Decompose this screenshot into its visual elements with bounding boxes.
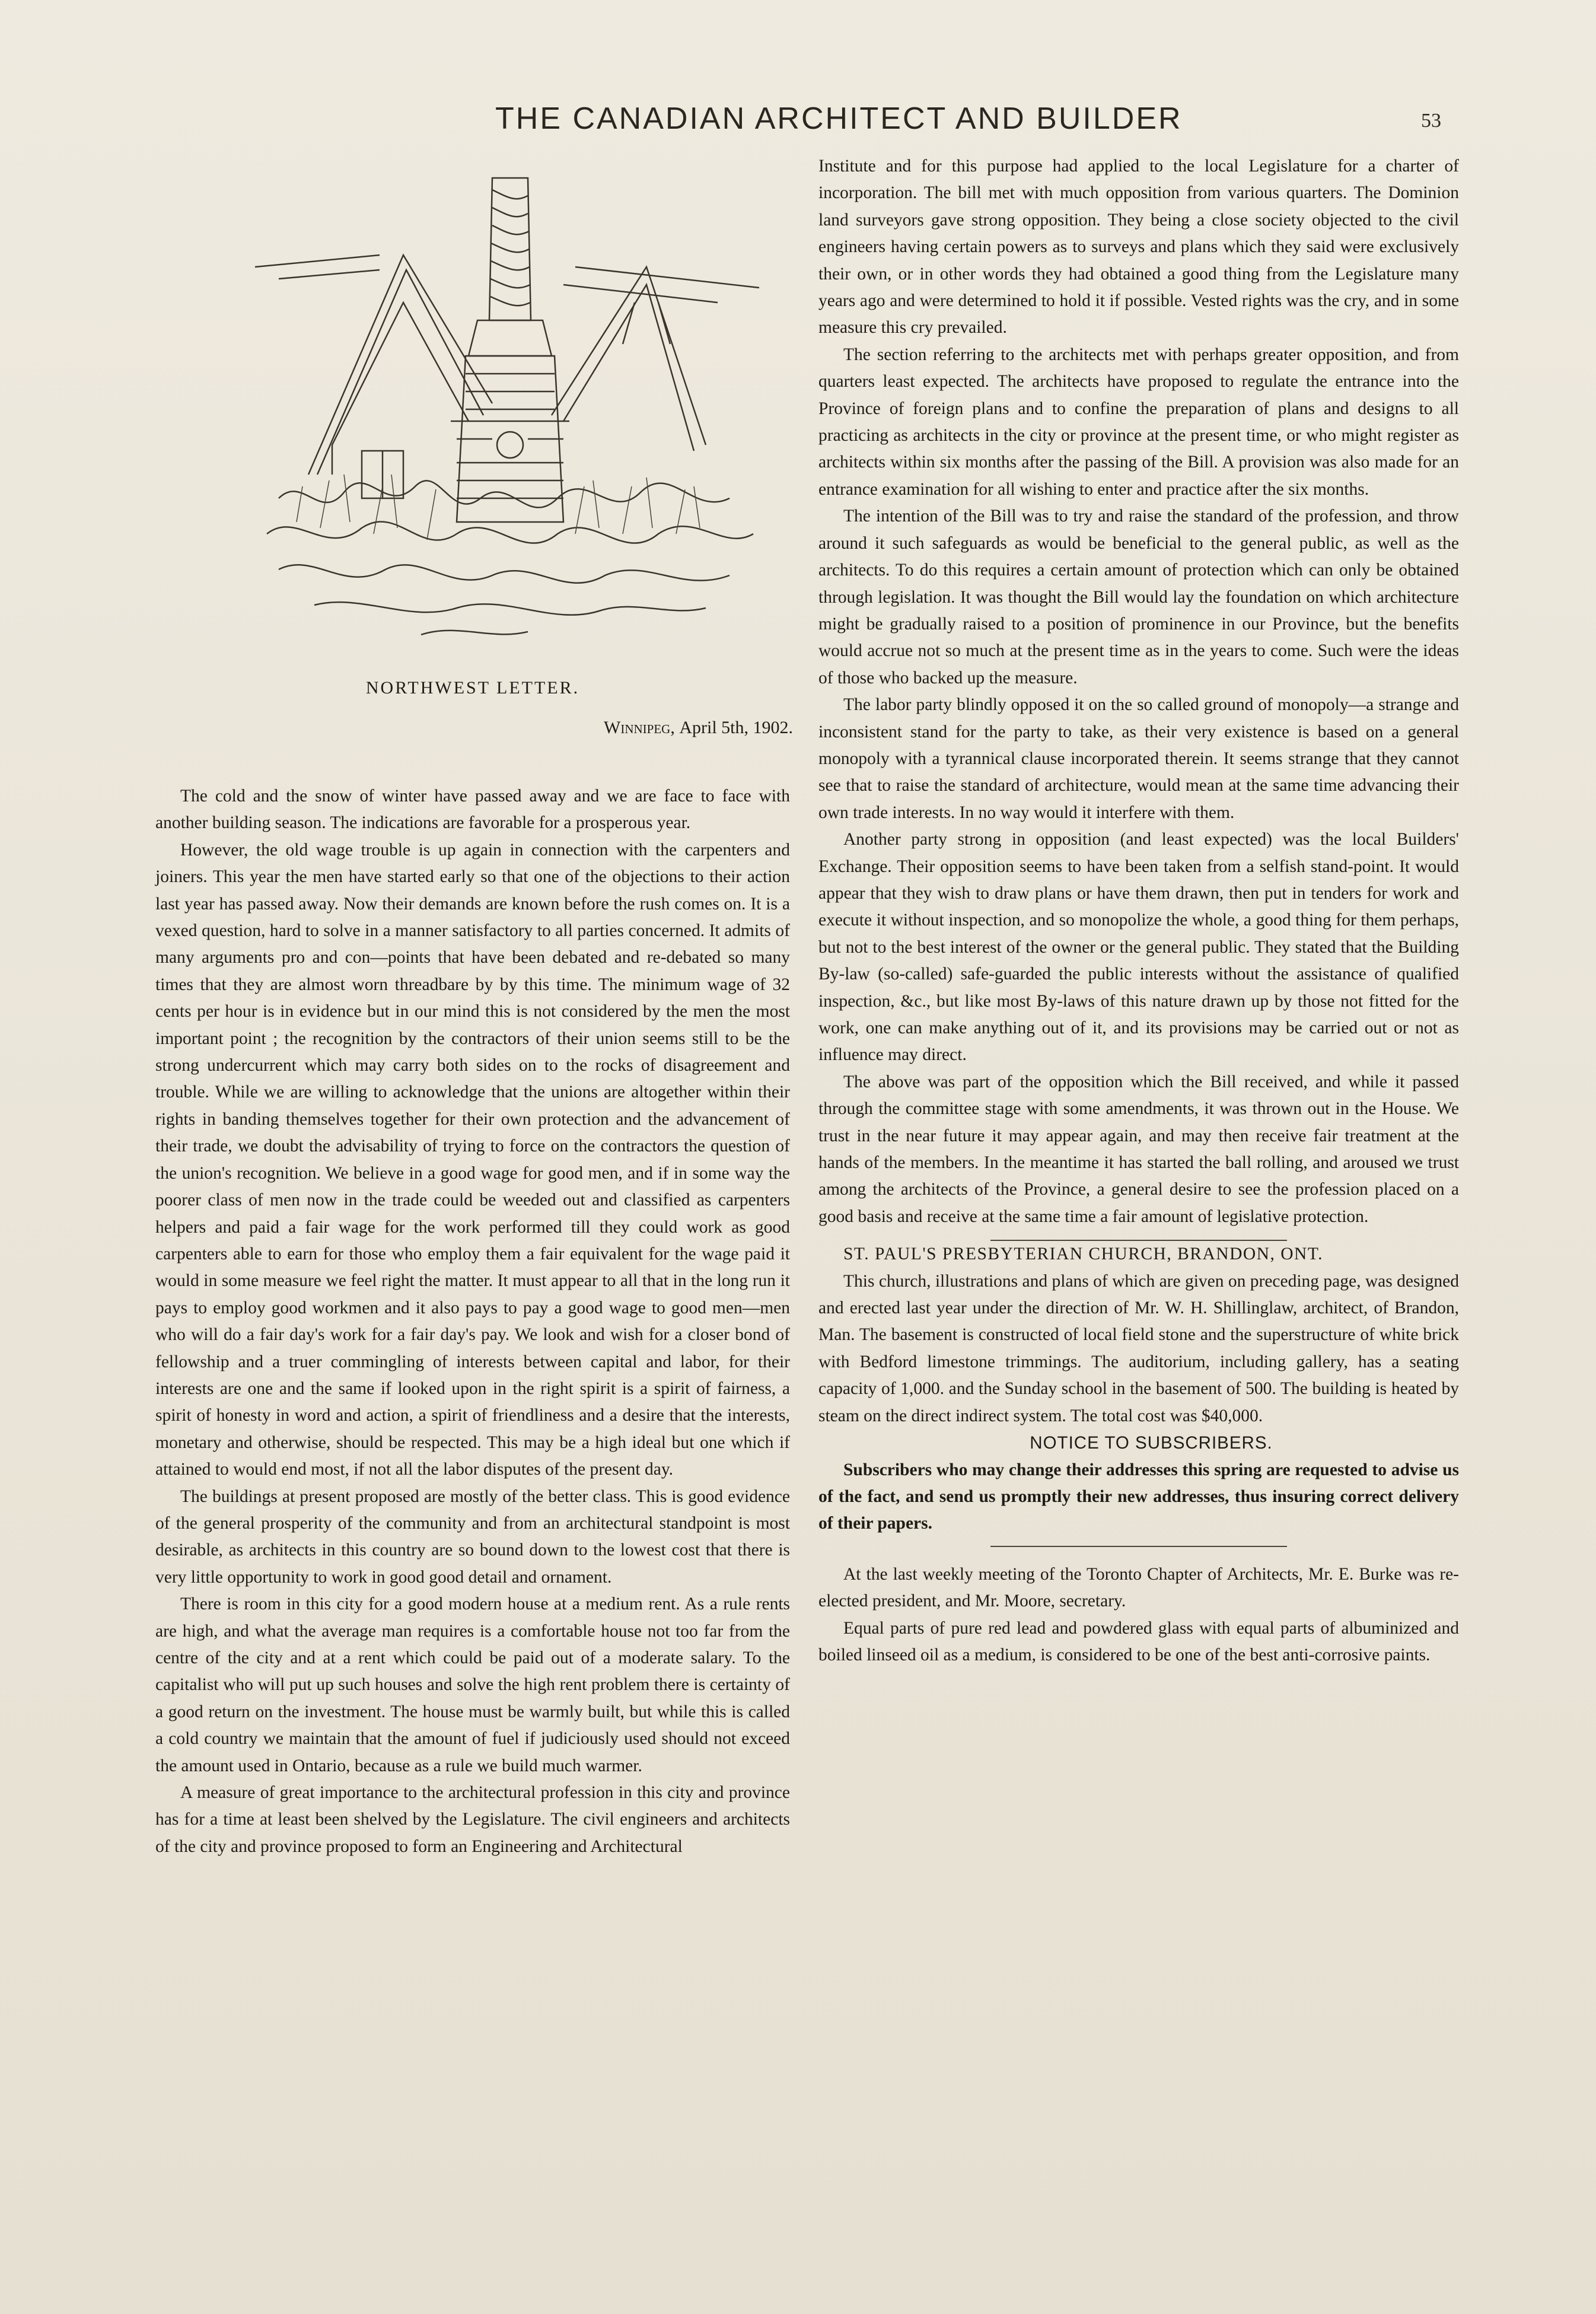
northwest-continued-paragraph: The section referring to the architects met with perhaps greater opposition, and from quarters least expected. The architects have proposed to regulate the entrance into the Province of foreign plans and to confine the preparation of plans and designs to all practicing as architects in the city or province at the present time, or who might register as architects within six months after the passing of the Bill. A provision was also made for an entrance examination for all wishing to enter and practice after the six months. (818, 345, 1459, 499)
northwest-dateline (155, 718, 793, 738)
church-heading: ST. PAUL'S PRESBYTERIAN CHURCH, BRANDON, ONT. (843, 1244, 1324, 1264)
notice-body: Subscribers who may change their addresses this spring are requested to advise us of the fact, and send us promptly their new addresses, thus insuring correct delivery of their papers. (818, 1460, 1459, 1533)
house-chimney-illustration (243, 166, 783, 658)
left-column (155, 783, 790, 1860)
right-column (818, 153, 1459, 1669)
dateline-city: Winnipeg, (604, 718, 680, 737)
northwest-paragraph: However, the old wage trouble is up again in connection with the carpenters and joiners. This year the men have started early so that one of the objections to their action last year has passed away. Now their demands are known before the rush comes on. It is a vexed question, hard to solve in a manner satisfactory to all parties concerned. It admits of many arguments pro and con—points that have been debated and re-debated so many times that they are almost worn threadbare by by this time. The minimum wage of 32 cents per hour is in evidence but in our mind this is not considered by the men the most important point ; the recognition by the contractors of their union seems still to be the strong undercurrent which may carry both sides on to the rocks of disagreement and trouble. While we are willing to acknowledge that the unions are altogether within their rights in banding themselves together for their own protection and the advancement of their trade, we doubt the advisability of trying to force on the contractors the question of the union's recognition. We believe in a good wage for good men, and if in some way the poorer class of men now in the trade could be weeded out and classified as carpenters helpers and paid a fair wage for the work performed till they could work as good carpenters able to earn for those who employ them a fair equivalent for the wage paid it would in some measure we feel right the matter. It must appear to all that in the long run it pays to employ good workmen and it also pays to pay a good wage to good men—men who will do a fair day's work for a fair day's pay. We look and wish for a closer bond of fellowship and a truer commingling of interests between capital and labor, for their interests are one and the same if looked upon in the right spirit is a spirit of fairness, a spirit of honesty in word and action, a spirit of friendliness and a desire that the interests, monetary and otherwise, should be respected. This may be a high ideal but one which if attained to would end most, if not all the labor disputes of the present day. (155, 840, 790, 1479)
northwest-paragraph: There is room in this city for a good modern house at a medium rent. As a rule rents are high, and what the average man requires is a comfortable house not too far from the centre of the city and at a rent which could be paid out of a moderate salary. To the capitalist who will put up such houses and solve the high rent problem there is certainty of a good return on the investment. The house must be warmly built, but while this is called a cold country we maintain that the amount of fuel if judiciously used should not exceed the amount used in Ontario, because as a rule we build much warmer. (155, 1594, 790, 1775)
church-paragraph: This church, illustrations and plans of which are given on preceding page, was designed and erected last year under the direction of Mr. W. H. Shillinglaw, architect, of Brandon, Man. The basement is constructed of local field stone and the superstructure of white brick with Bedford limestone trimmings. The auditorium, including gallery, has a seating capacity of 1,000. and the Sunday school in the basement of 500. The building is heated by steam on the direct indirect system. The total cost was $40,000. (818, 1271, 1459, 1425)
northwest-continued-paragraph: The labor party blindly opposed it on the so called ground of monopoly—a strange and inconsistent stand for the party to take, as their very existence is based on a general monopoly with a tyrannical clause incorporated therein. It seems strange that they cannot see that to raise the standard of architecture, would mean at the same time advancing their own trade interests. In no way would it interfere with them. (818, 695, 1459, 822)
section-divider (990, 1546, 1287, 1547)
notice-heading: NOTICE TO SUBSCRIBERS. (1030, 1433, 1273, 1453)
page-masthead: THE CANADIAN ARCHITECT AND BUILDER (495, 101, 1183, 136)
misc-paragraph: At the last weekly meeting of the Toronto Chapter of Architects, Mr. E. Burke was re-elected president, and Mr. Moore, secretary. (818, 1564, 1459, 1611)
page-number: 53 (1421, 110, 1441, 132)
northwest-continued-paragraph: The above was part of the opposition which the Bill received, and while it passed through the committee stage with some amendments, it was thrown out in the House. We trust in the near future it may appear again, and may then receive fair treatment at the hands of the members. In the meantime it has started the ball rolling, and aroused we trust among the architects of the Province, a general desire to see the profession placed on a good basis and receive at the same time a fair amount of legislative protection. (818, 1072, 1459, 1226)
northwest-paragraph: A measure of great importance to the architectural profession in this city and province has for a time at least been shelved by the Legislature. The civil engineers and architects of the city and province proposed to form an Engineering and Architectural (155, 1783, 790, 1856)
northwest-paragraph: The buildings at present proposed are mostly of the better class. This is good evidence of the general prosperity of the community and from an architectural standpoint is most desirable, as architects in this country are so bound down to the lowest cost that there is very little opportunity to work in good good detail and ornament. (155, 1487, 790, 1587)
dateline-date: April 5th, 1902. (679, 718, 793, 737)
northwest-continued-paragraph: Institute and for this purpose had applied to the local Legislature for a charter of incorporation. The bill met with much opposition from various quarters. The Dominion land surveyors gave strong opposition. They being a close society objected to the civil engineers having certain powers as to surveys and plans which they said were exclusively their own, or in other words they had obtained a good thing from the Legislature many years ago and were determined to hold it if possible. Vested rights was the cry, and in some measure this cry prevailed. (818, 157, 1459, 338)
misc-paragraph: Equal parts of pure red lead and powdered glass with equal parts of albuminized and boiled linseed oil as a medium, is considered to be one of the best anti-corrosive paints. (818, 1618, 1459, 1664)
northwest-paragraph: The cold and the snow of winter have passed away and we are face to face with another building season. The indications are favorable for a prosperous year. (155, 787, 790, 833)
northwest-letter-heading: NORTHWEST LETTER. (365, 678, 580, 698)
northwest-continued-paragraph: Another party strong in opposition (and least expected) was the local Builders' Exchange. Their opposition seems to have been taken from a selfish stand-point. It would appear that they wish to draw plans or have them drawn, then put in tenders for work and execute it without inspection, and so monopolize the whole, a good thing for them perhaps, but not to the best interest of the owner or the general public. They stated that the Building By-law (so-called) safe-guarded the public interests without the assistance of qualified inspection, &c., but like most By-laws of this nature drawn up by those not fitted for the work, one can make anything out of it, and its provisions may be carried out or not as influence may direct. (818, 830, 1459, 1065)
northwest-continued-paragraph: The intention of the Bill was to try and raise the standard of the profession, and throw around it such safeguards as would be beneficial to the general public, as well as the architects. To do this requires a certain amount of protection which can only be obtained through legislation. It was thought the Bill would lay the foundation on which architecture might be gradually raised to a position of prominence in our Province, but the benefits would accrue not so much at the present time as in the years to come. Such were the ideas of those who backed up the measure. (818, 507, 1459, 687)
